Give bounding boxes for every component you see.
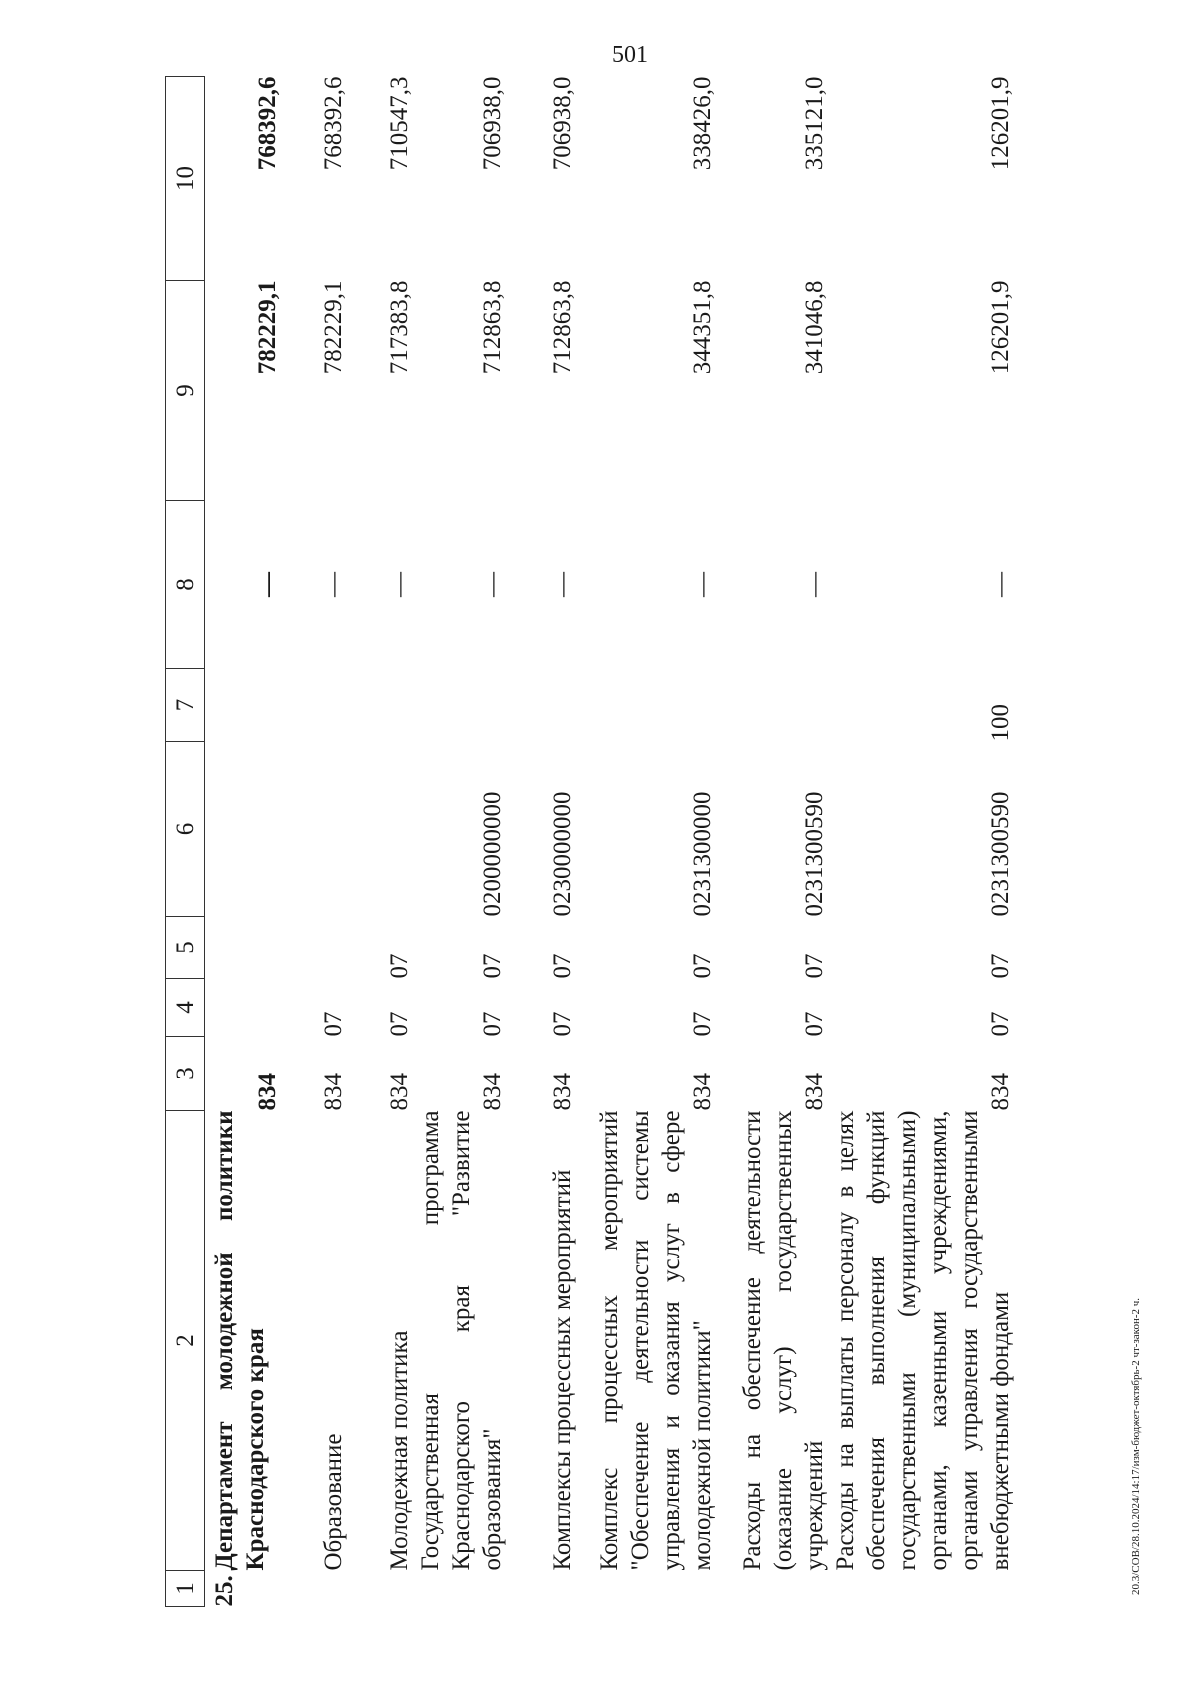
cell-amount-col9: 782229,1 [254,280,281,375]
column-header: 9 [166,281,205,501]
row-name: Расходы на обеспечение деятельности (оказание услуг) государственных учреждений [739,1110,828,1571]
row-name: Департамент молодежной политики Краснодарского края [211,1110,269,1571]
cell-section-code: 07 [801,1011,828,1037]
cell-col8: — [479,572,506,597]
cell-section-code: 07 [320,1011,347,1037]
row-number [283,1571,349,1607]
cell-col8: — [320,572,347,597]
cell-col8: — [254,572,281,597]
cell-amount-col9: 341046,8 [801,280,828,375]
cell-amount-col10: 710547,3 [386,76,413,171]
row-number [578,1571,718,1607]
cell-expense-type [508,669,578,742]
cell-subsection-code: 07 [386,953,413,979]
column-header: 5 [166,917,205,979]
cell-amount-col9: 712863,8 [479,280,506,375]
table-row [830,77,1016,1607]
column-header: 6 [166,742,205,917]
rotated-table-container [165,77,1016,1607]
table-row [578,77,718,1607]
cell-ministry-code: 834 [386,1073,413,1111]
row-name: Государственная программа Краснодарского края "Развитие образования" [417,1110,506,1571]
cell-expense-type [578,669,718,742]
cell-amount-col9: 126201,9 [987,280,1014,375]
cell-subsection-code: 07 [801,953,828,979]
cell-amount-col10: 126201,9 [987,76,1014,171]
cell-expense-type [415,669,508,742]
column-header: 2 [166,1111,205,1571]
cell-amount-col10: 335121,0 [801,76,828,171]
cell-section-code: 07 [479,1011,506,1037]
cell-col8: — [987,572,1014,597]
row-number [830,1571,1016,1607]
cell-expense-type [205,669,284,742]
cell-ministry-code: 834 [320,1073,347,1111]
column-header: 7 [166,669,205,742]
document-footer-id: 20.3/СОВ/28.10.2024/14:17/изм-бюджет-октябрь-2 чт-закон-2 ч. [1130,1297,1142,1595]
column-header: 1 [166,1571,205,1607]
cell-section-code: 07 [689,1011,716,1037]
row-number [415,1571,508,1607]
cell-expense-type [349,669,415,742]
table-row [349,77,415,1607]
page-number: 501 [612,42,648,68]
cell-target-article: 0230000000 [549,791,576,917]
cell-subsection-code: 07 [689,953,716,979]
cell-amount-col9: 712863,8 [549,280,576,375]
row-number [718,1571,830,1607]
cell-amount-col10: 706938,0 [479,76,506,171]
cell-ministry-code: 834 [689,1073,716,1111]
cell-amount-col9: 782229,1 [320,280,347,375]
cell-amount-col10: 768392,6 [320,76,347,171]
cell-ministry-code: 834 [479,1073,506,1111]
budget-table [165,76,1016,1607]
cell-section-code: 07 [987,1011,1014,1037]
row-name: Комплекс процессных мероприятий "Обеспечение деятельности системы управления и оказания услуг в сфере молодежной политики" [596,1110,716,1571]
cell-amount-col10: 706938,0 [549,76,576,171]
cell-ministry-code: 834 [254,1073,281,1111]
cell-section-code: 07 [386,1011,413,1037]
row-name: Образование [320,1433,347,1571]
row-number [349,1571,415,1607]
table-row [508,77,578,1607]
cell-target-article: 0200000000 [479,791,506,917]
cell-expense-type: 100 [987,704,1014,742]
table-row [718,77,830,1607]
cell-target-article [283,742,349,917]
cell-col8: — [689,572,716,597]
cell-amount-col10: 338426,0 [689,76,716,171]
column-header: 4 [166,979,205,1037]
row-name: Расходы на выплаты персоналу в целях обеспечения выполнения функций государственными (муниципальными) органами, казенными учреждениями, органами управления государственными внебюджетными фондами [832,1110,1014,1571]
cell-target-article: 0231300590 [987,791,1014,917]
cell-section-code: 07 [549,1011,576,1037]
cell-subsection-code: 07 [987,953,1014,979]
cell-ministry-code: 834 [987,1073,1014,1111]
column-header: 8 [166,501,205,669]
cell-section-code [205,979,284,1037]
row-number: 25. [211,1575,238,1607]
row-name: Молодежная политика [386,1330,413,1571]
cell-target-article [349,742,415,917]
cell-amount-col9: 344351,8 [689,280,716,375]
row-number [508,1571,578,1607]
cell-subsection-code [205,917,284,979]
cell-col8: — [801,572,828,597]
cell-amount-col9: 717383,8 [386,280,413,375]
cell-ministry-code: 834 [801,1073,828,1111]
cell-amount-col10: 768392,6 [254,76,281,171]
table-row [283,77,349,1607]
table-row [415,77,508,1607]
table-row [205,77,284,1607]
header-row [166,77,205,1607]
cell-subsection-code [283,917,349,979]
cell-subsection-code: 07 [549,953,576,979]
cell-target-article: 0231300000 [689,791,716,917]
cell-col8: — [549,572,576,597]
row-name: Комплексы процессных мероприятий [549,1169,576,1571]
cell-target-article [205,742,284,917]
cell-col8: — [386,572,413,597]
column-header: 3 [166,1037,205,1111]
cell-subsection-code: 07 [479,953,506,979]
column-header: 10 [166,77,205,281]
cell-ministry-code: 834 [549,1073,576,1111]
cell-target-article: 0231300590 [801,791,828,917]
cell-expense-type [283,669,349,742]
cell-expense-type [718,669,830,742]
